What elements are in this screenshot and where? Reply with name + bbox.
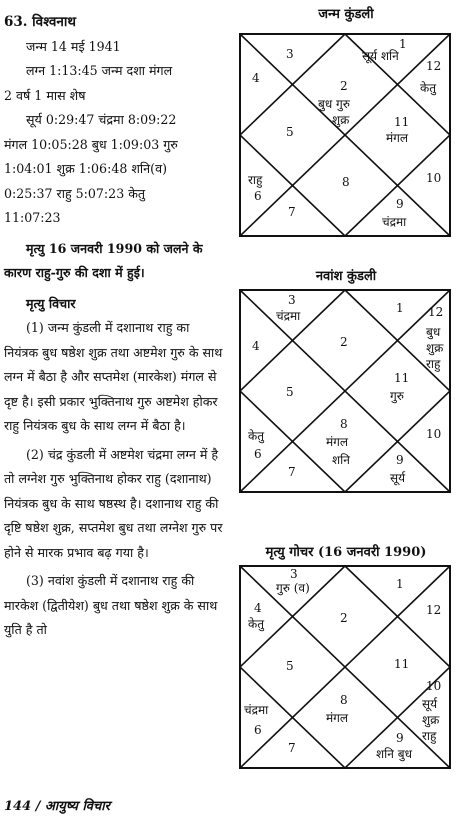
janma-kundli-chart bbox=[236, 30, 454, 240]
house-10: 10 bbox=[426, 679, 442, 693]
house-5: 5 bbox=[286, 385, 294, 399]
planet-house-12a: सूर्य bbox=[422, 697, 438, 711]
planet-house-8a: मंगल bbox=[326, 435, 349, 449]
house-3: 3 bbox=[288, 293, 296, 307]
planet-house-2a: बुध गुरु bbox=[318, 97, 350, 111]
lagna-line: लग्न 1:13:45 जन्म दशा मंगल bbox=[26, 63, 173, 78]
house-3: 3 bbox=[286, 47, 294, 61]
planet-house-6: राहु bbox=[248, 173, 263, 187]
left-text-column bbox=[4, 10, 226, 643]
house-2: 2 bbox=[340, 611, 348, 625]
planet-house-1: सूर्य शनि bbox=[362, 49, 399, 63]
navamsha-kundli-title: नवांश कुंडली bbox=[315, 269, 377, 284]
house-8: 8 bbox=[340, 693, 348, 707]
house-8: 8 bbox=[342, 175, 350, 189]
planets-line-2: मंगल 10:05:28 बुध 1:09:03 गुरु bbox=[4, 136, 178, 152]
house-2: 2 bbox=[340, 79, 348, 93]
page-footer: 144 / आयुष्य विचार bbox=[4, 799, 110, 814]
house-11: 11 bbox=[394, 115, 410, 129]
house-10: 10 bbox=[426, 171, 442, 185]
planet-house-12c: राहु bbox=[422, 729, 437, 743]
planets-line-1: सूर्य 0:29:47 चंद्रमा 8:09:22 bbox=[26, 112, 177, 127]
death-note: मृत्यु 16 जनवरी 1990 को जलने के कारण राहु-गुरु की दशा में हुई। bbox=[4, 240, 203, 280]
planet-house-8b: शनि bbox=[332, 453, 350, 467]
house-6: 6 bbox=[254, 723, 262, 737]
house-4: 4 bbox=[254, 601, 262, 615]
planet-house-12b: शुक्र bbox=[426, 341, 444, 355]
planet-house-9: शनि बुध bbox=[376, 747, 412, 761]
paragraph-3: (3) नवांश कुंडली में दशानाथ राहु की मारकेश (द्वितीयेश) बुध तथा षष्ठेश शुक्र के साथ युति है तो bbox=[4, 573, 218, 637]
planet-house-3: चंद्रमा bbox=[276, 309, 301, 323]
planets-line-3: 1:04:01 शुक्र 1:06:48 शनि(व) bbox=[4, 161, 167, 176]
paragraph-2: (2) चंद्र कुंडली में अष्टमेश चंद्रमा लग्न में है तो लग्नेश गुरु भुक्तिनाथ होकर राहु (दशानाथ) नियंत्रक बुध के साथ षष्ठस्थ है। दशानाथ राहु की दृष्टि षष्ठेश शुक्र, सप्तमेश बुध तथा लग्नेश गुरु पर होने से मारक प्रभाव बढ़ गया है। bbox=[4, 446, 223, 560]
house-10: 10 bbox=[426, 427, 442, 441]
mrityu-gochar-title: मृत्यु गोचर (16 जनवरी 1990) bbox=[265, 545, 427, 560]
house-12: 12 bbox=[428, 305, 444, 319]
house-11: 11 bbox=[394, 657, 410, 671]
house-9: 9 bbox=[396, 731, 404, 745]
birth-line: जन्म 14 मई 1941 bbox=[26, 38, 121, 54]
mrityu-gochar-chart bbox=[236, 562, 454, 772]
planet-house-11: गुरु bbox=[390, 389, 404, 403]
planet-house-3: गुरु (व) bbox=[276, 581, 310, 595]
planet-house-9: सूर्य bbox=[390, 471, 406, 485]
planets-line-4: 0:25:37 राहु 5:07:23 केतु bbox=[4, 185, 146, 201]
planet-house-4: केतु bbox=[248, 617, 265, 631]
chart-heading: 63. विश्वनाथ bbox=[4, 14, 77, 30]
house-8: 8 bbox=[340, 417, 348, 431]
house-11: 11 bbox=[394, 371, 410, 385]
planet-house-2b: शुक्र bbox=[332, 113, 350, 127]
house-5: 5 bbox=[286, 125, 294, 139]
paragraph-1: (1) जन्म कुंडली में दशानाथ राहु का नियंत्रक बुध षष्ठेश शुक्र तथा अष्टमेश गुरु के साथ लग्न में बैठा है और सप्तमेश (मारकेश) मंगल से दृष्ट है। इसी प्रकार भुक्तिनाथ गुरु अष्टमेश होकर राहु नियंत्रक बुध के साथ लग्न में बैठा है। bbox=[4, 320, 223, 433]
dasha-line: 2 वर्ष 1 मास शेष bbox=[4, 87, 86, 103]
house-7: 7 bbox=[288, 741, 296, 755]
house-9: 9 bbox=[396, 453, 404, 467]
house-9: 9 bbox=[396, 197, 404, 211]
house-6: 6 bbox=[254, 447, 262, 461]
house-6: 6 bbox=[254, 189, 262, 203]
house-7: 7 bbox=[288, 465, 296, 479]
navamsha-kundli-chart bbox=[236, 286, 454, 496]
house-3: 3 bbox=[290, 567, 298, 581]
house-4: 4 bbox=[252, 71, 260, 85]
house-1: 1 bbox=[396, 301, 404, 315]
planets-line-5: 11:07:23 bbox=[4, 210, 61, 225]
house-12: 12 bbox=[426, 59, 442, 73]
janma-kundli-title: जन्म कुंडली bbox=[318, 7, 374, 22]
planet-house-9: चंद्रमा bbox=[382, 215, 407, 229]
house-7: 7 bbox=[288, 205, 296, 219]
house-12: 12 bbox=[426, 603, 442, 617]
vichar-heading: मृत्यु विचार bbox=[26, 295, 76, 311]
planet-house-12b: शुक्र bbox=[422, 713, 440, 727]
house-1: 1 bbox=[399, 37, 407, 51]
house-2: 2 bbox=[340, 335, 348, 349]
planet-house-11: मंगल bbox=[386, 131, 409, 145]
planet-house-12a: बुध bbox=[426, 325, 441, 339]
planet-house-8: मंगल bbox=[326, 711, 349, 725]
planet-house-12: केतु bbox=[420, 81, 437, 95]
house-1: 1 bbox=[396, 577, 404, 591]
house-4: 4 bbox=[252, 339, 260, 353]
planet-house-6: चंद्रमा bbox=[244, 703, 269, 717]
planet-house-12c: राहु bbox=[426, 357, 441, 371]
planet-house-6: केतु bbox=[248, 429, 265, 443]
house-5: 5 bbox=[286, 659, 294, 673]
